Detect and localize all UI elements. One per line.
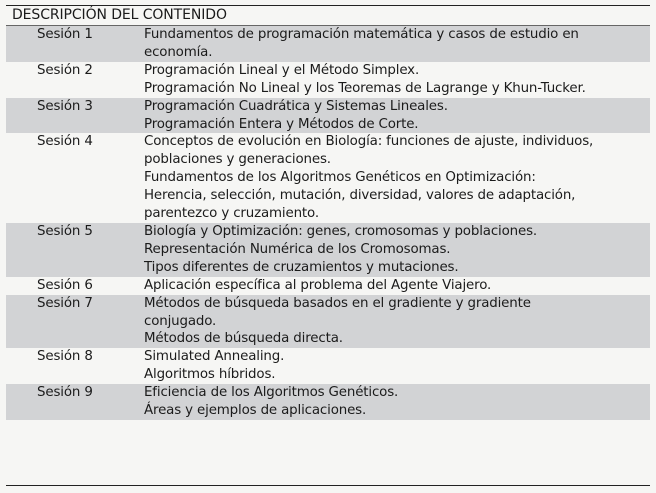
session-description [144,223,650,277]
description-line: Biología y Optimización: genes, cromosomas y poblaciones. [144,223,538,239]
session-label: Sesión 3 [6,98,144,134]
session-description [144,295,650,349]
session-row-5 [6,223,650,277]
session-row-7 [6,295,650,349]
session-description [144,348,650,384]
content-table [6,26,650,420]
session-label: Sesión 6 [37,277,93,293]
session-row-3 [6,98,650,134]
description-line: Herencia, selección, mutación, diversidad, valores de adaptación, [144,188,576,204]
session-description [144,384,650,420]
description-line: Programación Cuadrática y Sistemas Lineales. [144,98,448,114]
session-row-9 [6,384,650,420]
description-line: Conceptos de evolución en Biología: funciones de ajuste, individuos, [144,134,594,150]
description-line: parentezco y cruzamiento. [144,206,319,222]
description-line: Fundamentos de los Algoritmos Genéticos en Optimización: [144,170,536,186]
description-line: Programación Lineal y el Método Simplex. [144,62,420,78]
session-description [144,62,650,98]
session-row-8 [6,348,650,384]
description-line: Programación Entera y Métodos de Corte. [144,116,419,132]
session-label: Sesión 1 [6,26,144,62]
description-line: economía. [144,44,213,60]
session-description [144,26,650,62]
description-line: Tipos diferentes de cruzamientos y mutaciones. [144,259,459,275]
description-line: Simulated Annealing. [144,349,285,365]
description-line: Métodos de búsqueda basados en el gradiente y gradiente [144,295,531,311]
description-line: Programación No Lineal y los Teoremas de Lagrange y Khun-Tucker. [144,80,586,96]
description-line: Áreas y ejemplos de aplicaciones. [144,403,367,419]
session-label: Sesión 4 [37,134,93,150]
description-line: Métodos de búsqueda directa. [144,331,343,347]
session-row-6 [6,277,650,295]
session-label: Sesión 8 [37,349,93,365]
bottom-rule [6,485,650,486]
session-row-4 [6,133,650,223]
session-row-2 [6,62,650,98]
description-line: poblaciones y generaciones. [144,152,331,168]
description-line: conjugado. [144,313,217,329]
session-description [144,277,650,295]
description-line: Algoritmos híbridos. [144,367,276,383]
session-label: Sesión 2 [37,62,93,78]
session-row-1 [6,26,650,62]
session-label: Sesión 9 [6,384,144,420]
session-label: Sesión 5 [6,223,144,277]
description-line: Fundamentos de programación matemática y casos de estudio en [144,27,579,42]
table-title: DESCRIPCIÓN DEL CONTENIDO [12,7,227,23]
session-description [144,133,650,223]
description-line: Eficiencia de los Algoritmos Genéticos. [144,385,399,401]
session-label: Sesión 7 [6,295,144,349]
session-description [144,98,650,134]
description-line: Aplicación específica al problema del Agente Viajero. [144,277,492,293]
description-line: Representación Numérica de los Cromosomas. [144,241,451,257]
